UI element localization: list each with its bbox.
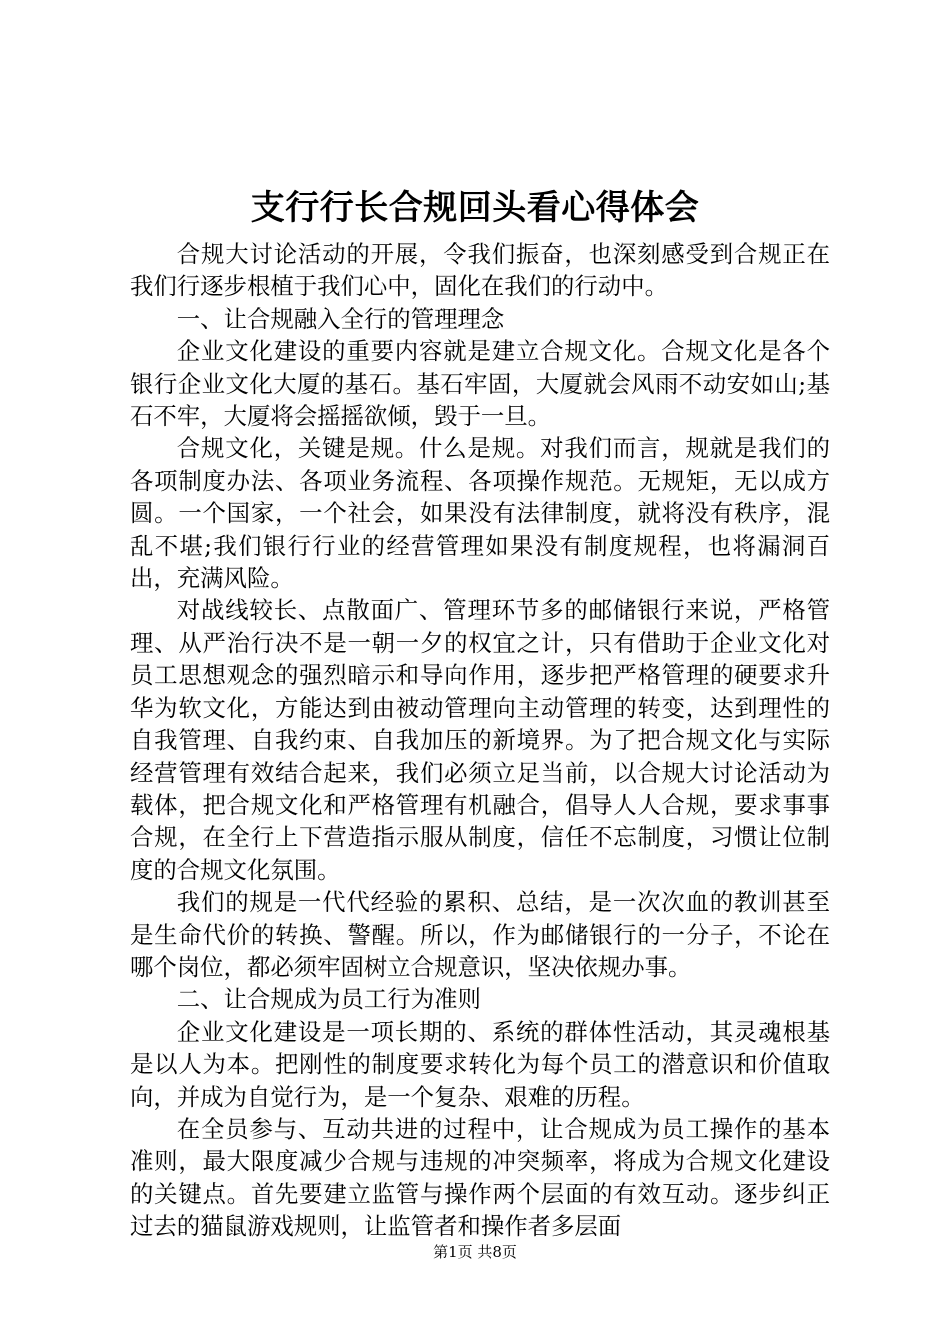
paragraph: 对战线较长、点散面广、管理环节多的邮储银行来说，严格管理、从严治行决不是一朝一夕的权宜之计，只有借助于企业文化对员工思想观念的强烈暗示和导向作用，逐步把严格管理的硬要求升华为软文化，方能达到由被动管理向主动管理的转变，达到理性的自我管理、自我约束、自我加压的新境界。为了把合规文化与实际经营管理有效结合起来，我们必须立足当前，以合规大讨论活动为载体，把合规文化和严格管理有机融合，倡导人人合规，要求事事合规，在全行上下营造指示服从制度，信任不忘制度，习惯让位制度的合规文化氛围。 <box>130 596 830 884</box>
page-number-footer: 第1页 共8页 <box>433 1243 517 1261</box>
document-body <box>130 238 830 1243</box>
paragraph-intro: 合规大讨论活动的开展，令我们振奋，也深刻感受到合规正在我们行逐步根植于我们心中，固化在我们的行动中。 <box>130 240 830 301</box>
paragraph: 在全员参与、互动共进的过程中，让合规成为员工操作的基本准则，最大限度减少合规与违规的冲突频率，将成为合规文化建设的关键点。首先要建立监管与操作两个层面的有效互动。逐步纠正过去的猫鼠游戏规则，让监管者和操作者多层面 <box>130 1114 830 1241</box>
section-heading-1: 一、让合规融入全行的管理理念 <box>176 304 505 333</box>
document-title: 支行行长合规回头看心得体会 <box>250 188 700 228</box>
paragraph: 合规文化，关键是规。什么是规。对我们而言，规就是我们的各项制度办法、各项业务流程、各项操作规范。无规矩，无以成方圆。一个国家，一个社会，如果没有法律制度，就将没有秩序，混乱不堪;我们银行行业的经营管理如果没有制度规程，也将漏洞百出，充满风险。 <box>130 434 830 593</box>
paragraph: 企业文化建设是一项长期的、系统的群体性活动，其灵魂根基是以人为本。把刚性的制度要求转化为每个员工的潜意识和价值取向，并成为自觉行为，是一个复杂、艰难的历程。 <box>130 1017 830 1111</box>
section-heading-2: 二、让合规成为员工行为准则 <box>176 985 481 1014</box>
paragraph: 我们的规是一代代经验的累积、总结，是一次次血的教训甚至是生命代价的转换、警醒。所以，作为邮储银行的一分子，不论在哪个岗位，都必须牢固树立合规意识，坚决依规办事。 <box>130 888 830 981</box>
paragraph: 企业文化建设的重要内容就是建立合规文化。合规文化是各个银行企业文化大厦的基石。基石牢固，大厦就会风雨不动安如山;基石不牢，大厦将会摇摇欲倾，毁于一旦。 <box>130 337 830 431</box>
